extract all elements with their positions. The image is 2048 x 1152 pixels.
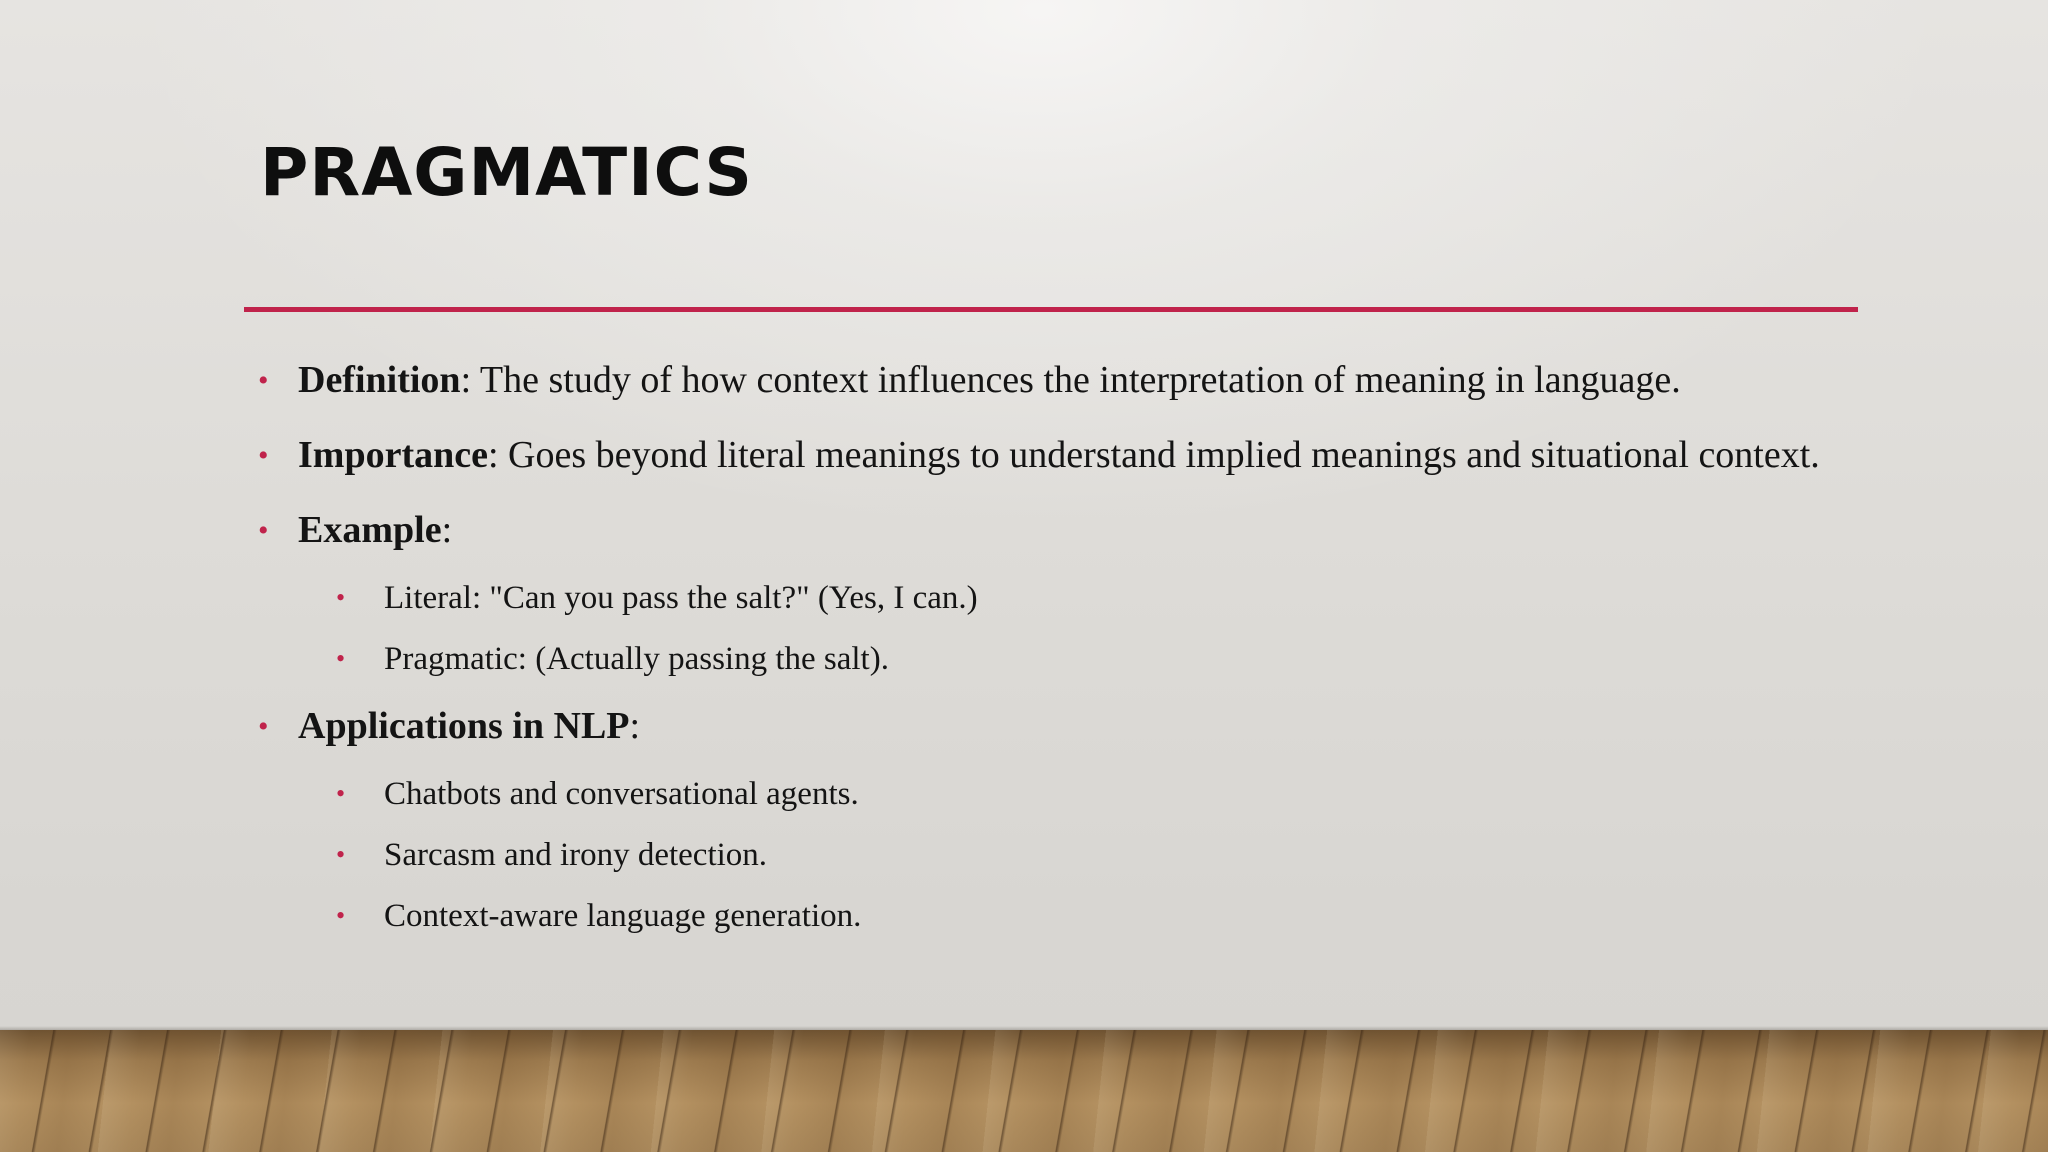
slide-title: PRAGMATICS [260, 134, 753, 211]
wood-floor-background [0, 1030, 2048, 1152]
sub-bullet-text: Chatbots and conversational agents. [384, 776, 859, 812]
sub-bullet-text: Pragmatic: (Actually passing the salt). [384, 641, 889, 677]
sub-bullet-sarcasm [258, 830, 1858, 880]
sub-bullet-pragmatic [258, 634, 1858, 684]
title-divider [244, 307, 1858, 312]
bullet-dot-icon: • [336, 779, 346, 808]
sub-bullet-literal [258, 573, 1858, 623]
bullet-term: Importance [298, 434, 488, 476]
sub-bullet-chatbots [258, 769, 1858, 819]
bullet-dot-icon: • [336, 901, 346, 930]
applications-sublist [258, 769, 1858, 941]
bullet-example [258, 502, 1858, 559]
bullet-dot-icon: • [258, 514, 269, 547]
bullet-term: Example [298, 509, 442, 551]
bullet-text: : [441, 509, 453, 551]
bullet-applications [258, 698, 1858, 755]
bullet-dot-icon: • [258, 439, 269, 472]
bullet-dot-icon: • [258, 710, 269, 743]
sub-bullet-generation [258, 891, 1858, 941]
bullet-text: : Goes beyond literal meanings to understand implied meanings and situational context. [487, 434, 1820, 476]
bullet-list [258, 352, 1858, 955]
bullet-definition [258, 352, 1858, 409]
bullet-dot-icon: • [336, 583, 346, 612]
sub-bullet-text: Sarcasm and irony detection. [384, 837, 768, 873]
bullet-text: : The study of how context influences the interpretation of meaning in language. [460, 359, 1681, 401]
example-sublist [258, 573, 1858, 684]
bullet-term: Applications in NLP [298, 705, 630, 747]
bullet-dot-icon: • [336, 644, 346, 673]
bullet-dot-icon: • [336, 840, 346, 869]
bullet-term: Definition [298, 359, 461, 401]
sub-bullet-text: Context-aware language generation. [384, 898, 862, 934]
bullet-importance [258, 427, 1858, 484]
sub-bullet-text: Literal: "Can you pass the salt?" (Yes, I can.) [384, 580, 978, 616]
bullet-text: : [629, 705, 641, 747]
bullet-dot-icon: • [258, 364, 269, 397]
